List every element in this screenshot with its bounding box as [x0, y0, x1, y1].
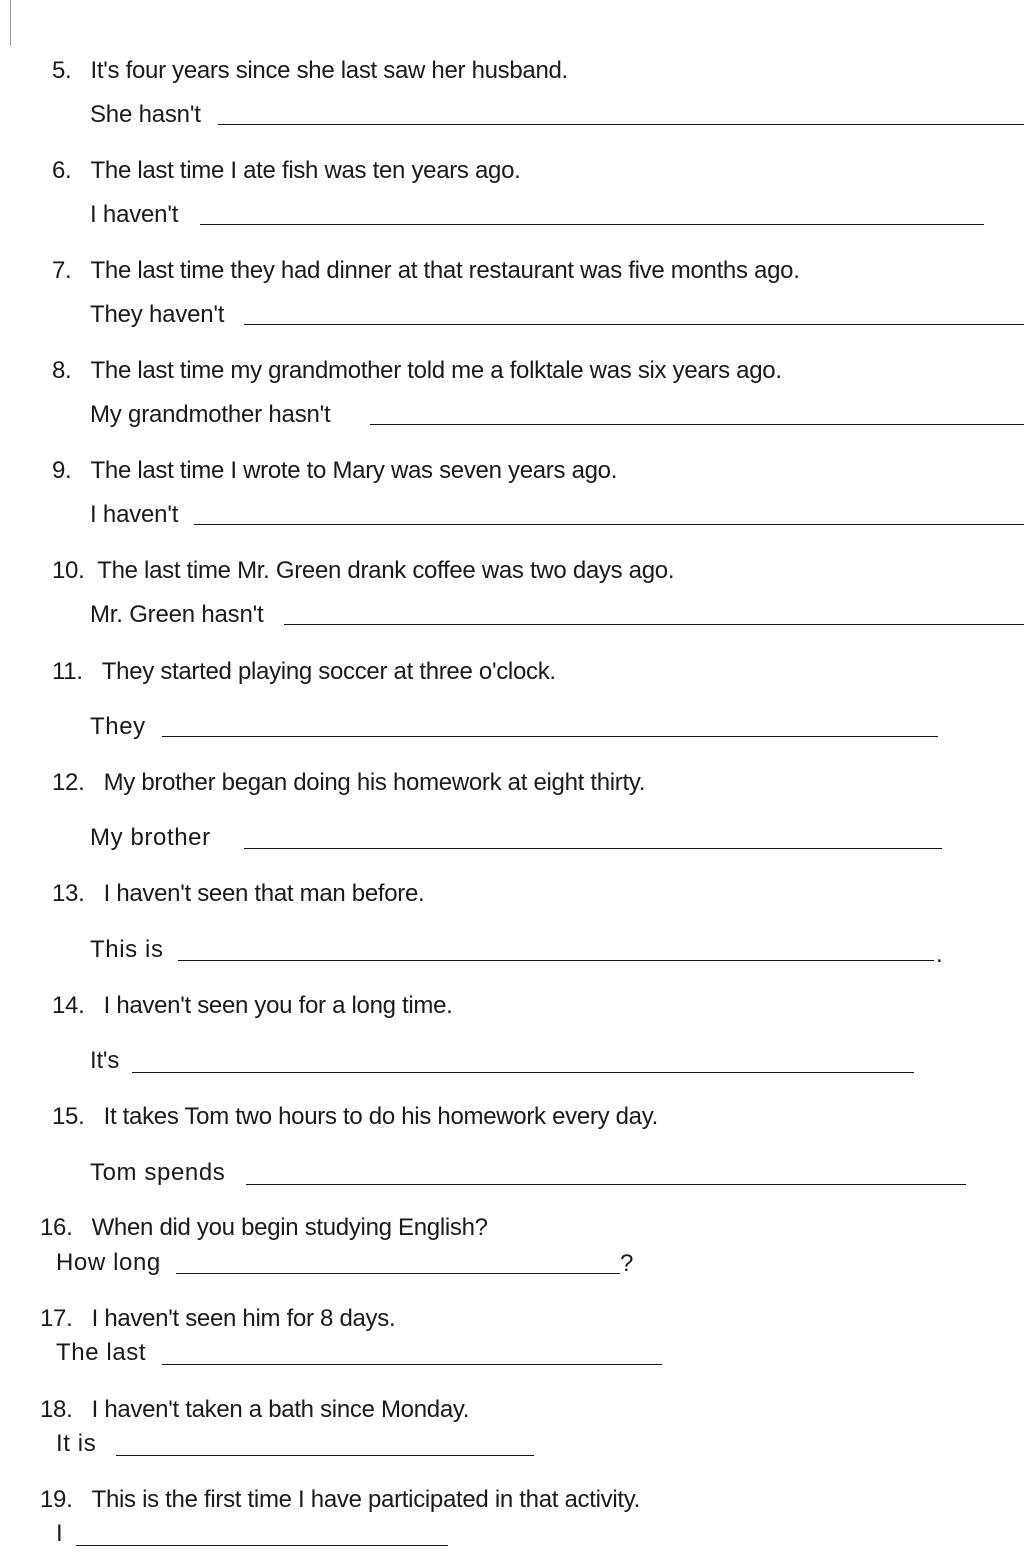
exercise-11-number: 11.	[52, 658, 83, 685]
exercise-6-sentence	[52, 156, 521, 186]
exercise-15-text: It takes Tom two hours to do his homework every day.	[103, 1103, 659, 1130]
exercise-5-answer-blank[interactable]	[218, 124, 1024, 125]
exercise-9-sentence	[52, 456, 617, 486]
exercise-11-sentence	[52, 657, 556, 687]
exercise-9-answer-blank[interactable]	[194, 524, 1024, 525]
exercise-9-text: The last time I wrote to Mary was seven years ago.	[90, 457, 618, 484]
exercise-6-answer-blank[interactable]	[200, 224, 984, 225]
exercise-5-prompt: She hasn't	[90, 101, 201, 128]
exercise-6-text: The last time I ate fish was ten years ago.	[90, 157, 521, 184]
exercise-16-answer-blank[interactable]	[176, 1273, 620, 1274]
exercise-14-text: I haven't seen you for a long time.	[103, 992, 453, 1019]
exercise-15-answer-blank[interactable]	[246, 1184, 966, 1185]
exercise-7-text: The last time they had dinner at that restaurant was five months ago.	[90, 257, 800, 284]
exercise-18-sentence	[40, 1395, 469, 1425]
exercise-13-prompt: This is	[90, 936, 164, 963]
exercise-14-number: 14.	[52, 992, 85, 1019]
exercise-13-sentence	[52, 879, 424, 909]
exercise-19-number: 19.	[40, 1486, 73, 1513]
exercise-16-prompt: How long	[56, 1249, 161, 1276]
exercise-11-text: They started playing soccer at three o'clock.	[101, 658, 556, 685]
exercise-17-sentence	[40, 1304, 395, 1334]
exercise-16-sentence	[40, 1213, 488, 1243]
exercise-18-prompt: It is	[56, 1430, 97, 1457]
exercise-7-answer-blank[interactable]	[244, 324, 1024, 325]
exercise-16-text: When did you begin studying English?	[91, 1214, 488, 1241]
exercise-7-number: 7.	[52, 257, 72, 284]
exercise-8-number: 8.	[52, 357, 72, 384]
exercise-17-answer-blank[interactable]	[162, 1364, 662, 1365]
exercise-13-text: I haven't seen that man before.	[103, 880, 425, 907]
exercise-7-prompt: They haven't	[90, 301, 225, 328]
exercise-19-answer-blank[interactable]	[76, 1545, 448, 1546]
exercise-8-sentence	[52, 356, 782, 386]
exercise-19-prompt: I	[56, 1520, 63, 1547]
exercise-17-prompt: The last	[56, 1339, 147, 1366]
exercise-11-prompt: They	[90, 713, 146, 740]
exercise-12-prompt: My brother	[90, 824, 211, 851]
exercise-14-answer-blank[interactable]	[132, 1072, 914, 1073]
exercise-8-prompt: My grandmother hasn't	[90, 401, 331, 428]
exercise-12-answer-blank[interactable]	[244, 848, 942, 849]
exercise-10-sentence	[52, 556, 674, 586]
exercise-9-prompt: I haven't	[90, 501, 179, 528]
exercise-18-answer-blank[interactable]	[116, 1455, 534, 1456]
exercise-5-text: It's four years since she last saw her husband.	[90, 57, 568, 84]
exercise-15-prompt: Tom spends	[90, 1159, 226, 1186]
exercise-11-answer-blank[interactable]	[162, 736, 938, 737]
exercise-10-text: The last time Mr. Green drank coffee was two days ago.	[97, 557, 675, 584]
exercise-12-number: 12.	[52, 769, 85, 796]
exercise-16-end-punct: ?	[620, 1250, 634, 1277]
exercise-14-prompt: It's	[90, 1047, 120, 1074]
exercise-8-text: The last time my grandmother told me a folktale was six years ago.	[90, 357, 782, 384]
exercise-6-prompt: I haven't	[90, 201, 179, 228]
exercise-13-number: 13.	[52, 880, 85, 907]
exercise-10-answer-blank[interactable]	[284, 624, 1024, 625]
exercise-12-sentence	[52, 768, 645, 798]
exercise-8-answer-blank[interactable]	[370, 424, 1024, 425]
exercise-16-number: 16.	[40, 1214, 73, 1241]
exercise-13-answer-blank[interactable]	[178, 960, 934, 961]
exercise-5-number: 5.	[52, 57, 72, 84]
exercise-17-text: I haven't seen him for 8 days.	[91, 1305, 396, 1332]
exercise-15-number: 15.	[52, 1103, 85, 1130]
page-edge-divider	[0, 0, 11, 46]
exercise-15-sentence	[52, 1102, 658, 1132]
exercise-14-sentence	[52, 991, 453, 1021]
exercise-9-number: 9.	[52, 457, 72, 484]
exercise-5-sentence	[52, 56, 568, 86]
exercise-19-text: This is the first time I have participated in that activity.	[91, 1486, 641, 1513]
exercise-7-sentence	[52, 256, 800, 286]
exercise-12-text: My brother began doing his homework at eight thirty.	[103, 769, 646, 796]
exercise-13-end-punct: .	[936, 941, 943, 968]
exercise-10-number: 10.	[52, 557, 85, 584]
exercise-18-number: 18.	[40, 1396, 73, 1423]
exercise-10-prompt: Mr. Green hasn't	[90, 601, 264, 628]
exercise-6-number: 6.	[52, 157, 72, 184]
exercise-17-number: 17.	[40, 1305, 73, 1332]
exercise-18-text: I haven't taken a bath since Monday.	[91, 1396, 470, 1423]
exercise-19-sentence	[40, 1485, 640, 1515]
